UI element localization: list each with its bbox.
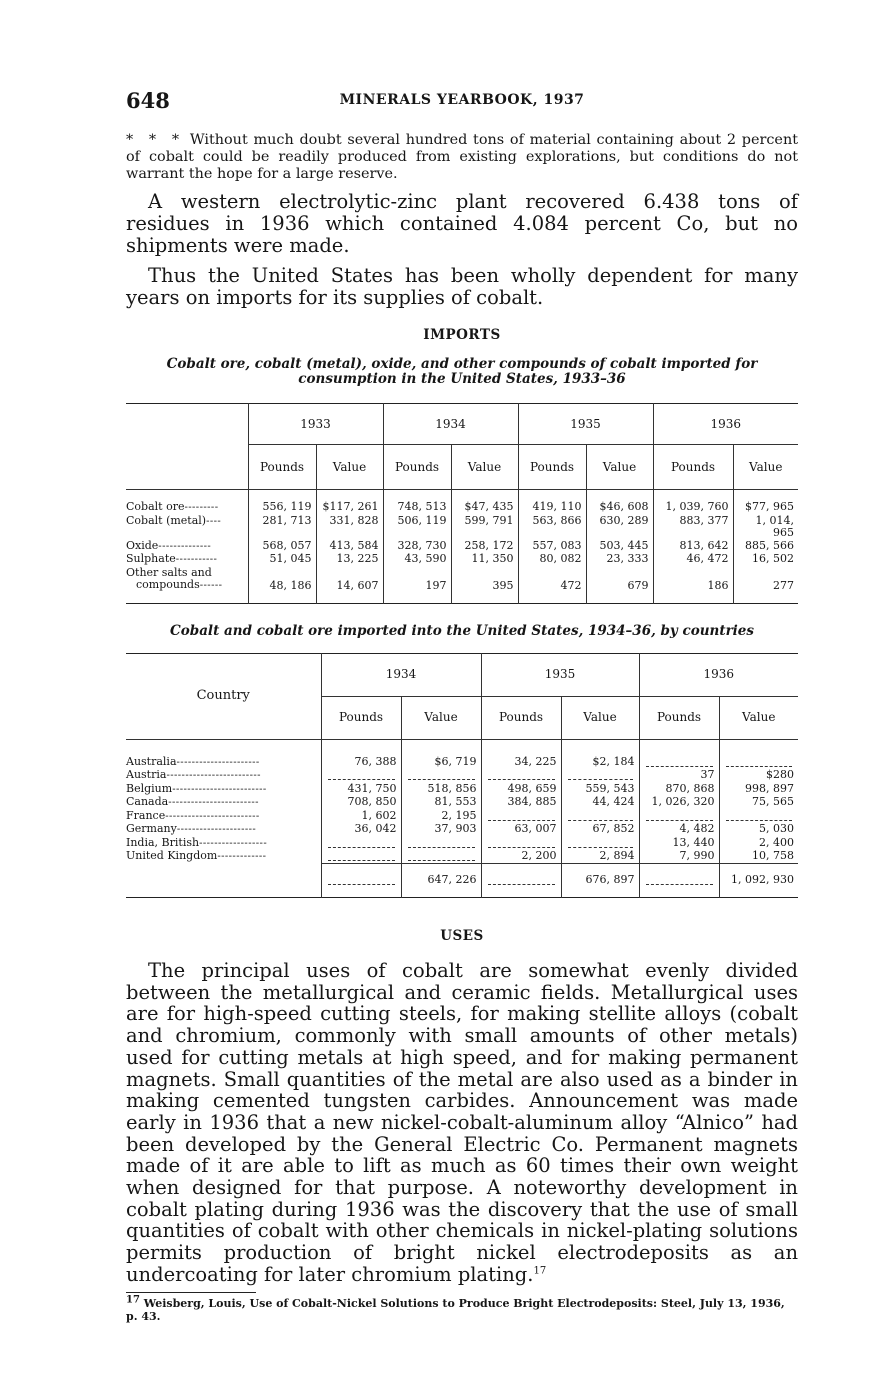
table-cell: 14, 607	[316, 567, 383, 604]
table-row: Australia---------------------- 76, 388 $6, 719 34, 225 $2, 184	[126, 739, 798, 769]
empty-cell-dashes	[726, 756, 793, 767]
row-label: Cobalt ore	[126, 500, 185, 513]
table-cell: 10, 758	[719, 850, 798, 864]
table-cell: $47, 435	[451, 490, 518, 515]
imports-by-compound-table	[126, 403, 798, 604]
table-row: Cobalt (metal)---- 281, 713 331, 828 506, 119 599, 791 563, 866 630, 289 883, 377 1, 014, 965	[126, 515, 798, 540]
row-label: France	[126, 808, 166, 822]
column-header-year: 1935	[518, 404, 653, 445]
empty-cell-dashes	[488, 874, 555, 885]
table-corner	[126, 404, 248, 490]
table-cell	[321, 769, 401, 783]
row-label: Sulphate	[126, 552, 176, 565]
table-row: United Kingdom------------- 2, 200 2, 894 7, 990 10, 758	[126, 850, 798, 864]
column-header-year: 1934	[321, 653, 481, 696]
table-cell: 2, 200	[481, 850, 561, 864]
table-cell: 43, 590	[383, 553, 451, 567]
column-header-year: 1934	[383, 404, 518, 445]
total-cell	[321, 864, 401, 898]
table-cell: 384, 885	[481, 796, 561, 810]
table-cell	[639, 739, 719, 769]
column-header-value: Value	[451, 445, 518, 490]
table-cell: 885, 566	[733, 540, 798, 554]
table-cell: 419, 110	[518, 490, 586, 515]
table-cell: 748, 513	[383, 490, 451, 515]
footnote-number: 17	[126, 1293, 140, 1305]
table-cell: $6, 719	[401, 739, 481, 769]
table-cell	[481, 810, 561, 824]
empty-cell-dashes	[408, 769, 475, 780]
empty-cell-dashes	[646, 756, 713, 767]
section-heading-imports: IMPORTS	[423, 327, 501, 343]
row-label: Oxide	[126, 538, 159, 552]
table-cell: 679	[586, 567, 653, 604]
table-cell	[401, 837, 481, 851]
table-cell: 883, 377	[653, 515, 733, 540]
column-header-year: 1936	[639, 653, 798, 696]
table-cell: 63, 007	[481, 823, 561, 837]
table-cell: 5, 030	[719, 823, 798, 837]
empty-cell-dashes	[568, 769, 633, 780]
empty-cell-dashes	[646, 874, 713, 885]
table-cell: 34, 225	[481, 739, 561, 769]
section-heading-uses: USES	[440, 928, 484, 944]
total-cell	[481, 864, 561, 898]
table-cell: 630, 289	[586, 515, 653, 540]
column-header-pounds: Pounds	[383, 445, 451, 490]
table-cell: 328, 730	[383, 540, 451, 554]
table-cell: 81, 553	[401, 796, 481, 810]
table-cell: 1, 014, 965	[733, 515, 798, 540]
table-cell: $77, 965	[733, 490, 798, 515]
empty-cell-dashes	[568, 810, 633, 821]
column-header-value: Value	[586, 445, 653, 490]
row-label: Cobalt (metal)	[126, 513, 207, 527]
table-cell: 11, 350	[451, 553, 518, 567]
total-cell: 647, 226	[401, 864, 481, 898]
table-cell: 7, 990	[639, 850, 719, 864]
column-header-value: Value	[561, 696, 639, 739]
table-cell: 813, 642	[653, 540, 733, 554]
total-cell: 1, 092, 930	[719, 864, 798, 898]
total-cell	[639, 864, 719, 898]
column-header-pounds: Pounds	[518, 445, 586, 490]
table-cell	[321, 850, 401, 864]
table-cell: 599, 791	[451, 515, 518, 540]
table-cell: 67, 852	[561, 823, 639, 837]
row-label: Austria	[126, 768, 167, 781]
table-cell	[561, 837, 639, 851]
table-cell	[561, 769, 639, 783]
footnote-reference: 17	[533, 1265, 547, 1277]
table-cell: 559, 543	[561, 783, 639, 797]
row-label: Other salts and	[126, 565, 212, 579]
table-cell: 2, 195	[401, 810, 481, 824]
running-head: MINERALS YEARBOOK, 1937	[339, 92, 585, 108]
table-cell: 1, 602	[321, 810, 401, 824]
page-header	[126, 88, 798, 118]
table-cell: 16, 502	[733, 553, 798, 567]
table-cell: 870, 868	[639, 783, 719, 797]
column-header-year: 1936	[653, 404, 798, 445]
paragraph: Thus the United States has been wholly dependent for many years on imports for its supplies of cobalt.	[126, 264, 798, 309]
empty-cell-dashes	[408, 837, 475, 848]
table-cell: 1, 026, 320	[639, 796, 719, 810]
column-header-value: Value	[316, 445, 383, 490]
table-cell: 76, 388	[321, 739, 401, 769]
row-label: Canada	[126, 795, 169, 808]
table-cell: 1, 039, 760	[653, 490, 733, 515]
table-cell: 395	[451, 567, 518, 604]
column-header-value: Value	[733, 445, 798, 490]
table-cell: 281, 713	[248, 515, 316, 540]
table-cell	[719, 739, 798, 769]
table-cell	[639, 810, 719, 824]
column-header-pounds: Pounds	[639, 696, 719, 739]
empty-cell-dashes	[488, 810, 555, 821]
table-row: France------------------------- 1, 602 2, 195	[126, 810, 798, 824]
column-header-pounds: Pounds	[321, 696, 401, 739]
table-cell: 36, 042	[321, 823, 401, 837]
table-cell: 48, 186	[248, 567, 316, 604]
table-cell: 44, 424	[561, 796, 639, 810]
uses-paragraph	[126, 960, 798, 1286]
footnote	[126, 1293, 798, 1323]
table-cell: 2, 400	[719, 837, 798, 851]
table-row: Canada------------------------ 708, 850 81, 553 384, 885 44, 424 1, 026, 320 75, 565	[126, 796, 798, 810]
total-cell: 676, 897	[561, 864, 639, 898]
table-cell: 46, 472	[653, 553, 733, 567]
table-cell	[719, 810, 798, 824]
table-cell	[561, 810, 639, 824]
empty-cell-dashes	[568, 837, 633, 848]
table-cell: 556, 119	[248, 490, 316, 515]
row-label: Australia	[126, 754, 177, 768]
column-header-pounds: Pounds	[653, 445, 733, 490]
footnote-text: Weisberg, Louis, Use of Cobalt-Nickel Solutions to Produce Bright Electrodeposits: Steel, July 13, 1936, p. 43.	[126, 1296, 785, 1323]
quoted-text: Without much doubt several hundred tons of material containing about 2 percent of cobalt could be readily produced from existing explorations, but conditions do not warrant the hope for a large reserve.	[126, 132, 798, 182]
empty-cell-dashes	[328, 850, 395, 861]
table-cell: 563, 866	[518, 515, 586, 540]
table-row: Cobalt ore--------- 556, 119 $117, 261 748, 513 $47, 435 419, 110 $46, 608 1, 039, 760 $77, 965	[126, 490, 798, 515]
totals-row	[126, 864, 798, 898]
table-cell: 708, 850	[321, 796, 401, 810]
empty-cell-dashes	[328, 874, 395, 885]
table-cell: $280	[719, 769, 798, 783]
table-cell: 431, 750	[321, 783, 401, 797]
table-row: India, British------------------ 13, 440 2, 400	[126, 837, 798, 851]
empty-cell-dashes	[726, 810, 793, 821]
table-cell	[481, 837, 561, 851]
table-cell	[401, 850, 481, 864]
table-cell: 498, 659	[481, 783, 561, 797]
country-rows	[126, 739, 798, 898]
column-header-value: Value	[719, 696, 798, 739]
table-cell: 80, 082	[518, 553, 586, 567]
table-cell: 37, 903	[401, 823, 481, 837]
paragraph: A western electrolytic-zinc plant recovered 6.438 tons of residues in 1936 which contained 4.084 percent Co, but no shipments were made.	[126, 190, 798, 257]
table-row: Oxide-------------- 568, 057 413, 584 328, 730 258, 172 557, 083 503, 445 813, 642 885, 566	[126, 540, 798, 554]
table-cell	[321, 837, 401, 851]
table-caption: Cobalt and cobalt ore imported into the United States, 1934–36, by countries	[170, 622, 754, 639]
table-cell: 75, 565	[719, 796, 798, 810]
empty-cell-dashes	[328, 837, 395, 848]
table-cell	[481, 769, 561, 783]
table-cell: 186	[653, 567, 733, 604]
table-cell: 503, 445	[586, 540, 653, 554]
row-label: United Kingdom	[126, 849, 218, 862]
table-row: Austria------------------------- 37 $280	[126, 769, 798, 783]
row-label: Germany	[126, 822, 177, 835]
table-row: Germany--------------------- 36, 042 37, 903 63, 007 67, 852 4, 482 5, 030	[126, 823, 798, 837]
column-header-pounds: Pounds	[481, 696, 561, 739]
table-cell: $46, 608	[586, 490, 653, 515]
table-cell: 277	[733, 567, 798, 604]
table-cell: 331, 828	[316, 515, 383, 540]
table-cell: 518, 856	[401, 783, 481, 797]
column-header-year: 1935	[481, 653, 639, 696]
table-cell: 568, 057	[248, 540, 316, 554]
row-label: India, British	[126, 835, 200, 849]
table-cell: 13, 440	[639, 837, 719, 851]
uses-text: The principal uses of cobalt are somewhat evenly divided between the metallurgical and ceramic fields. Metallurgical uses are for high-speed cutting steels, for making stellite alloys (cobalt and chromium, commonly with small amounts of other metals) used for cutting metals at high speed, and for making permanent magnets. Small quantities of the metal are also used as a binder in making cemented tungsten carbides. Announcement was made early in 1936 that a new nickel-cobalt-aluminum alloy “Alnico” had been developed by the General Electric Co. Permanent magnets made of it are able to lift as much as 60 times their own weight when designed for that purpose. A noteworthy development in cobalt plating during 1936 was the discovery that the use of small quantities of cobalt with other chemicals in nickel-plating solutions permits production of bright nickel electrodeposits as an undercoating for later chromium plating.	[126, 959, 798, 1286]
table-cell: 51, 045	[248, 553, 316, 567]
row-label-continued: compounds	[136, 578, 200, 591]
table-cell: 197	[383, 567, 451, 604]
table-row: Sulphate----------- 51, 045 13, 225 43, 590 11, 350 80, 082 23, 333 46, 472 16, 502	[126, 553, 798, 567]
table-cell: 506, 119	[383, 515, 451, 540]
ellipsis-stars: * * *	[126, 132, 185, 148]
column-header-country: Country	[126, 653, 321, 739]
table-cell: 13, 225	[316, 553, 383, 567]
table-cell: 37	[639, 769, 719, 783]
table-cell: 2, 894	[561, 850, 639, 864]
empty-cell-dashes	[328, 769, 395, 780]
empty-cell-dashes	[488, 837, 555, 848]
table-cell: 998, 897	[719, 783, 798, 797]
empty-cell-dashes	[408, 850, 475, 861]
column-header-year: 1933	[248, 404, 383, 445]
table-cell: 472	[518, 567, 586, 604]
table-row: Belgium------------------------- 431, 750 518, 856 498, 659 559, 543 870, 868 998, 897	[126, 783, 798, 797]
table-cell: $117, 261	[316, 490, 383, 515]
table-cell: 557, 083	[518, 540, 586, 554]
table-cell: 413, 584	[316, 540, 383, 554]
table-row: Other salts and compounds------ 48, 186 14, 607 197 395 472 679 186 277	[126, 567, 798, 604]
quoted-passage	[126, 132, 798, 183]
column-header-value: Value	[401, 696, 481, 739]
table-cell: $2, 184	[561, 739, 639, 769]
empty-cell-dashes	[646, 810, 713, 821]
page-number: 648	[126, 88, 170, 113]
table-caption: Cobalt ore, cobalt (metal), oxide, and other compounds of cobalt imported for consumption in the United States, 1933–36	[166, 356, 758, 387]
column-header-pounds: Pounds	[248, 445, 316, 490]
empty-cell-dashes	[488, 769, 555, 780]
document-page	[126, 88, 798, 1323]
table-cell: 4, 482	[639, 823, 719, 837]
table-cell	[401, 769, 481, 783]
footnote-divider	[126, 1292, 256, 1293]
table-cell: 23, 333	[586, 553, 653, 567]
table-cell: 258, 172	[451, 540, 518, 554]
row-label: Belgium	[126, 781, 173, 795]
imports-by-country-table	[126, 653, 798, 899]
